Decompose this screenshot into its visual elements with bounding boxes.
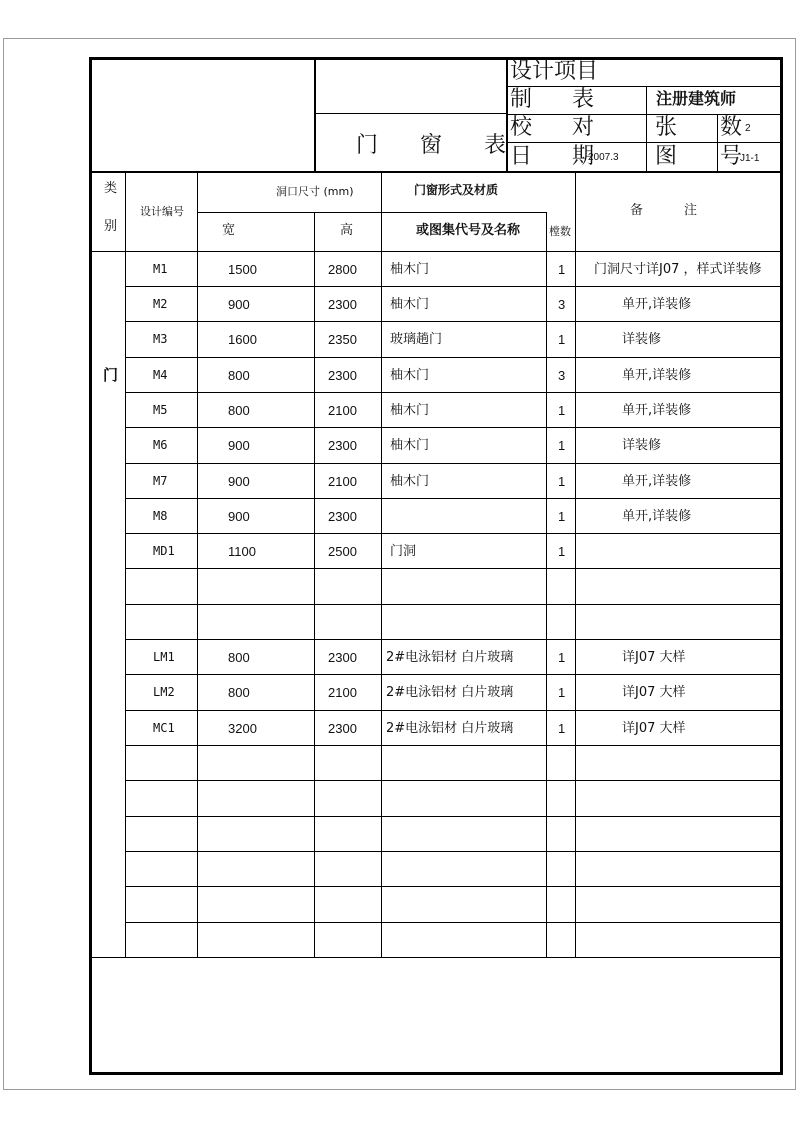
header-atlas-code: 或图集代号及名称 <box>416 223 521 238</box>
remarks-cell: 单开,详装修 <box>622 474 692 489</box>
header-mid-line <box>198 212 546 213</box>
width-cell: 800 <box>228 685 250 700</box>
row-line <box>125 533 780 534</box>
row-line <box>125 922 780 923</box>
height-cell: 2100 <box>328 474 357 489</box>
row-line <box>125 886 780 887</box>
height-cell: 2100 <box>328 403 357 418</box>
quantity-cell: 1 <box>558 438 566 453</box>
width-cell: 900 <box>228 474 250 489</box>
date-label-2: 期 <box>572 144 595 169</box>
form-material-cell: 门洞 <box>390 544 417 559</box>
height-cell: 2300 <box>328 438 357 453</box>
width-cell: 900 <box>228 509 250 524</box>
quantity-cell: 1 <box>558 544 566 559</box>
design-code-cell: M7 <box>153 474 168 488</box>
form-material-cell: 柚木门 <box>390 368 430 383</box>
project-label: 设计项目 <box>510 59 599 84</box>
check-label-1: 校 <box>510 115 533 140</box>
form-material-cell: 2#电泳铝材 白片玻璃 <box>386 721 514 736</box>
form-material-cell: 柚木门 <box>390 438 430 453</box>
height-cell: 2300 <box>328 297 357 312</box>
design-code-cell: M2 <box>153 297 168 311</box>
quantity-cell: 1 <box>558 332 566 347</box>
form-material-cell: 柚木门 <box>390 262 430 277</box>
header-height: 高 <box>340 223 354 238</box>
remarks-cell: 详装修 <box>622 438 662 453</box>
quantity-cell: 3 <box>558 297 566 312</box>
col-line-code <box>197 172 198 957</box>
width-cell: 900 <box>228 438 250 453</box>
header-form-material: 门窗形式及材质 <box>414 183 499 197</box>
drawing-number: J1-1 <box>740 153 760 164</box>
width-cell: 800 <box>228 650 250 665</box>
date-label-1: 日 <box>510 144 533 169</box>
info-line-1 <box>507 86 780 87</box>
remarks-cell: 单开,详装修 <box>622 509 692 524</box>
form-material-cell: 柚木门 <box>390 474 430 489</box>
row-line <box>125 710 780 711</box>
height-cell: 2100 <box>328 685 357 700</box>
remarks-cell: 门洞尺寸详J07 ，样式详装修 <box>594 262 762 277</box>
category-door: 门 <box>103 366 119 384</box>
remarks-cell: 详装修 <box>622 332 662 347</box>
row-line <box>125 745 780 746</box>
design-code-cell: M8 <box>153 509 168 523</box>
header-bottom-line <box>92 251 780 252</box>
quantity-cell: 1 <box>558 509 566 524</box>
row-line <box>125 816 780 817</box>
info-vline-1 <box>646 86 647 172</box>
table-title-char-1: 门 <box>356 133 379 158</box>
quantity-cell: 1 <box>558 262 566 277</box>
table-title-char-2: 窗 <box>420 133 443 158</box>
row-line <box>125 851 780 852</box>
quantity-cell: 1 <box>558 474 566 489</box>
info-vline-2 <box>717 114 718 172</box>
title-divider <box>314 59 316 172</box>
height-cell: 2300 <box>328 368 357 383</box>
remarks-cell: 详J07 大样 <box>622 685 686 700</box>
row-line <box>125 639 780 640</box>
width-cell: 900 <box>228 297 250 312</box>
header-category-top: 类 <box>104 181 118 196</box>
row-line <box>125 498 780 499</box>
count-label: 数 <box>720 115 743 140</box>
col-line-category <box>125 172 126 957</box>
width-cell: 3200 <box>228 721 257 736</box>
height-cell: 2800 <box>328 262 357 277</box>
design-code-cell: M4 <box>153 368 168 382</box>
remarks-cell: 详J07 大样 <box>622 650 686 665</box>
remarks-cell: 单开,详装修 <box>622 297 692 312</box>
design-code-cell: MD1 <box>153 544 175 558</box>
height-cell: 2500 <box>328 544 357 559</box>
table-title-char-3: 表 <box>484 133 507 158</box>
quantity-cell: 1 <box>558 721 566 736</box>
col-line-height <box>381 172 382 957</box>
row-line <box>125 427 780 428</box>
design-code-cell: M5 <box>153 403 168 417</box>
quantity-cell: 1 <box>558 650 566 665</box>
height-cell: 2350 <box>328 332 357 347</box>
width-cell: 1100 <box>228 544 256 559</box>
col-line-width <box>314 212 315 957</box>
remarks-cell: 详J07 大样 <box>622 721 686 736</box>
form-material-cell: 柚木门 <box>390 297 430 312</box>
col-line-form <box>546 212 547 957</box>
info-line-3 <box>507 142 780 143</box>
design-code-cell: M3 <box>153 332 168 346</box>
height-cell: 2300 <box>328 721 357 736</box>
row-line <box>125 674 780 675</box>
width-cell: 1600 <box>228 332 257 347</box>
remarks-cell: 单开,详装修 <box>622 368 692 383</box>
quantity-cell: 3 <box>558 368 566 383</box>
design-code-cell: LM2 <box>153 685 175 699</box>
header-category-bottom: 别 <box>104 219 118 234</box>
date-value: 2007.3 <box>588 152 619 163</box>
title-bottom-line <box>92 171 780 173</box>
row-line <box>125 604 780 605</box>
header-floors: 樘数 <box>549 225 571 238</box>
width-cell: 800 <box>228 403 250 418</box>
row-line <box>125 392 780 393</box>
width-cell: 1500 <box>228 262 257 277</box>
made-label-2: 表 <box>572 87 595 112</box>
row-line <box>125 286 780 287</box>
quantity-cell: 1 <box>558 685 566 700</box>
row-line <box>125 780 780 781</box>
form-material-cell: 玻璃趟门 <box>390 332 443 347</box>
col-line-qty <box>575 172 576 957</box>
drawing-label: 图 <box>655 144 678 169</box>
header-opening-size: 洞口尺寸 (mm) <box>276 185 354 198</box>
quantity-cell: 1 <box>558 403 566 418</box>
header-remarks-2: 注 <box>684 203 698 218</box>
number-label: 号 <box>720 144 743 169</box>
height-cell: 2300 <box>328 650 357 665</box>
info-block-left <box>506 59 508 172</box>
row-line <box>125 568 780 569</box>
form-material-cell: 2#电泳铝材 白片玻璃 <box>386 650 514 665</box>
check-label-2: 对 <box>572 115 595 140</box>
height-cell: 2300 <box>328 509 357 524</box>
header-design-code: 设计编号 <box>140 205 184 218</box>
form-material-cell: 柚木门 <box>390 403 430 418</box>
design-code-cell: M6 <box>153 438 168 452</box>
design-code-cell: MC1 <box>153 721 175 735</box>
sheet-label: 张 <box>655 115 678 140</box>
header-width: 宽 <box>222 223 236 238</box>
count-value: 2 <box>745 123 751 134</box>
made-label-1: 制 <box>510 87 533 112</box>
remarks-cell: 单开,详装修 <box>622 403 692 418</box>
form-material-cell: 2#电泳铝材 白片玻璃 <box>386 685 514 700</box>
width-cell: 800 <box>228 368 250 383</box>
design-code-cell: M1 <box>153 262 168 276</box>
architect-label: 注册建筑师 <box>656 89 737 108</box>
header-remarks-1: 备 <box>630 203 644 218</box>
table-bottom-line <box>92 957 780 958</box>
row-line <box>125 463 780 464</box>
title-line <box>314 113 507 114</box>
design-code-cell: LM1 <box>153 650 175 664</box>
row-line <box>125 357 780 358</box>
row-line <box>125 321 780 322</box>
